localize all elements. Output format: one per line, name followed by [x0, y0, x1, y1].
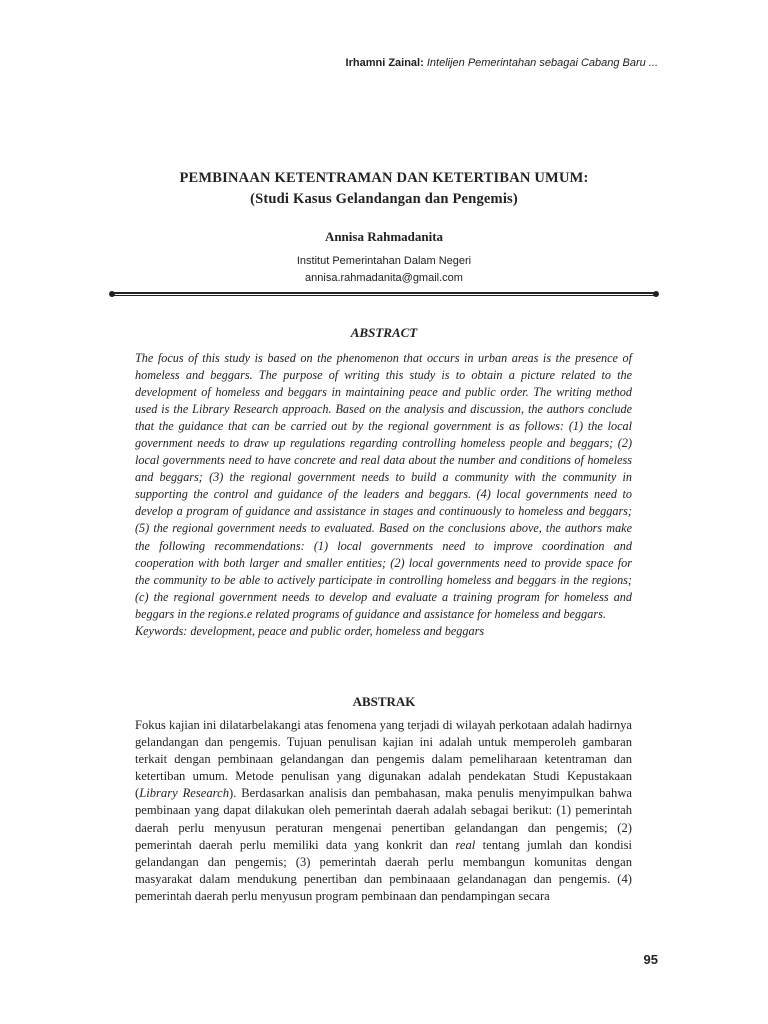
title-block — [0, 168, 768, 287]
abstract-body — [135, 350, 632, 640]
abstract-heading: ABSTRACT — [350, 325, 418, 340]
abstrak-text-part2: ). Berdasarkan analisis dan pembahasan, maka penulis menyimpulkan bahwa pembinaan yang dapat dilakukan oleh pemerintah daerah adalah sebagai berikut: (1) pemerintah daerah perlu menyusun peraturan mengenai penertiban gelandangan dan pengemis; (2) pemerintah daerah perlu memiliki data yang konkrit dan — [135, 786, 632, 852]
page-number: 95 — [643, 952, 658, 967]
divider-endpoint-left — [109, 291, 115, 297]
author-name: Annisa Rahmadanita — [324, 229, 444, 244]
running-header — [346, 57, 658, 69]
divider-endpoint-right — [653, 291, 659, 297]
author-affiliation: Institut Pemerintahan Dalam Negeri — [296, 255, 472, 267]
abstrak-body — [135, 717, 632, 905]
article-subtitle: (Studi Kasus Gelandangan dan Pengemis) — [250, 191, 518, 207]
header-article-title: Intelijen Pemerintahan sebagai Cabang Baru ... — [426, 57, 658, 69]
abstrak-heading: ABSTRAK — [352, 694, 416, 709]
header-author: Irhamni Zainal: — [345, 57, 424, 69]
abstract-text: The focus of this study is based on the phenomenon that occurs in urban areas is the presence of homeless and beggars. The purpose of writing this study is to obtain a picture related to the development of homeless and beggars in maintaining peace and public order. The writing method used is the Library Research approach. Based on the analysis and discussion, the authors conclude that the guidance that can be carried out by the regional government is as follows: (1) the local government needs to draw up regulations regarding controlling homeless people and beggars; (2) local governments need to have concrete and real data about the number and conditions of homeless and beggars; (3) the regional government needs to build a community with the community in supporting the control and guidance of the leaders and beggars. (4) local governments need to develop a program of guidance and assistance in stages and continuously to homeless and beggars; (5) the regional government needs to evaluated. Based on the conclusions above, the authors make the following recommendations: (1) local governments need to improve coordination and cooperation with both larger and smaller entities; (2) local governments need to provide space for the community to be able to actively participate in controlling homeless and beggars in the regions; (c) the regional government needs to develop and evaluate a training program for homeless and beggars in the regions.e related programs of guidance and assistance for homeless and beggars. — [135, 351, 632, 621]
abstrak-italic-real: real — [455, 837, 476, 852]
abstrak-text-part3: tentang jumlah dan kondisi gelandangan dan pengemis; (3) pemerintah daerah perlu membangun komunitas dengan masyarakat dalam mendukung penertiban dan pembinaaan gelandanagan dan pengemis. (4) pemerintah daerah perlu menyusun program pembinaan dan pendampingan secara — [135, 837, 632, 903]
article-title: PEMBINAAN KETENTRAMAN DAN KETERTIBAN UMUM: — [179, 170, 589, 186]
abstract-keywords: Keywords: development, peace and public order, homeless and beggars — [135, 623, 485, 638]
title-divider — [112, 292, 656, 296]
abstrak-text-part1: Fokus kajian ini dilatarbelakangi atas fenomena yang terjadi di wilayah perkotaan adalah hadirnya gelandangan dan pengemis. Tujuan penulisan kajian ini adalah untuk memperoleh gambaran terkait dengan pembinaan gelandangan dan pengemis dalam pemeliharaan ketentraman dan ketertiban umum. Metode penulisan yang digunakan adalah pendekatan Studi Kepustakaan ( — [135, 718, 632, 801]
abstrak-italic-library-research: Library Research — [139, 786, 229, 801]
author-email: annisa.rahmadanita@gmail.com — [305, 272, 463, 284]
